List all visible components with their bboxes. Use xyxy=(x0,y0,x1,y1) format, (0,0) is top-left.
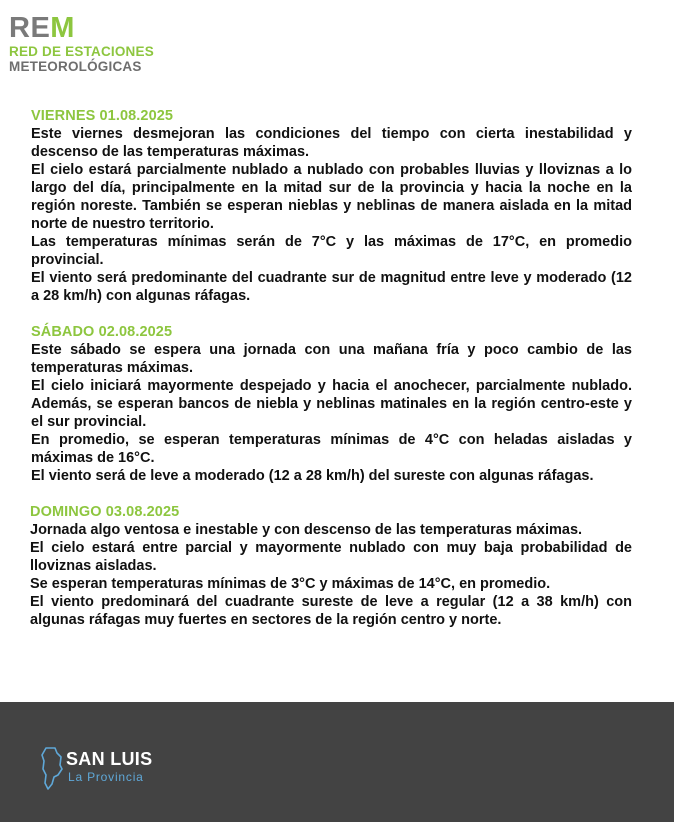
day-title: SÁBADO 02.08.2025 xyxy=(31,324,173,340)
forecast-day-sunday xyxy=(30,503,632,629)
rem-logo xyxy=(9,14,154,74)
logo-subtitle-line2: METEOROLÓGICAS xyxy=(9,59,142,74)
forecast-paragraph: Jornada algo ventosa e inestable y con descenso de las temperaturas máximas. xyxy=(30,522,583,538)
forecast-paragraph: Se esperan temperaturas mínimas de 3°C y máximas de 14°C, en promedio. xyxy=(30,576,551,592)
forecast-content xyxy=(31,107,632,647)
forecast-paragraph: Este viernes desmejoran las condiciones del tiempo con cierta inestabilidad y descenso de las temperaturas máximas. xyxy=(31,126,632,160)
brand-name: SAN LUIS xyxy=(66,749,153,769)
forecast-paragraph: Este sábado se espera una jornada con una mañana fría y poco cambio de las temperaturas máximas. xyxy=(31,342,632,376)
logo-part2: M xyxy=(50,12,75,44)
footer xyxy=(0,702,674,822)
forecast-paragraph: En promedio, se esperan temperaturas mínimas de 4°C con heladas aisladas y máximas de 16°C. xyxy=(31,432,632,466)
forecast-paragraph: Las temperaturas mínimas serán de 7°C y las máximas de 17°C, en promedio provincial. xyxy=(31,234,632,268)
forecast-paragraph: El cielo estará parcialmente nublado a nublado con probables lluvias y lloviznas a lo largo del día, principalmente en la mitad sur de la provincia y hacia la noche en la región noreste. También se esperan nieblas y neblinas de manera aislada en la mitad norte de nuestro territorio. xyxy=(31,162,632,232)
logo-part1: RE xyxy=(9,12,51,44)
day-title: DOMINGO 03.08.2025 xyxy=(30,504,180,520)
province-map-icon xyxy=(40,747,64,791)
forecast-paragraph: El cielo iniciará mayormente despejado y hacia el anochecer, parcialmente nublado. Además, se esperan bancos de niebla y neblinas matinales en la región centro-este y el sur provincial. xyxy=(31,378,632,430)
forecast-day-friday xyxy=(31,107,632,305)
forecast-paragraph: El viento será de leve a moderado (12 a 28 km/h) del sureste con algunas ráfagas. xyxy=(31,468,594,484)
forecast-day-saturday xyxy=(31,323,632,485)
forecast-paragraph: El viento predominará del cuadrante sureste de leve a regular (12 a 38 km/h) con algunas ráfagas muy fuertes en sectores de la región centro y norte. xyxy=(30,594,632,628)
day-title: VIERNES 01.08.2025 xyxy=(31,108,174,124)
san-luis-brand xyxy=(40,747,200,797)
logo-wordmark xyxy=(9,14,154,42)
forecast-paragraph: El viento será predominante del cuadrante sur de magnitud entre leve y moderado (12 a 28 km/h) con algunas ráfagas. xyxy=(31,270,632,304)
logo-subtitle-line1: RED DE ESTACIONES xyxy=(9,44,154,59)
forecast-paragraph: El cielo estará entre parcial y mayormente nublado con muy baja probabilidad de lloviznas aisladas. xyxy=(30,540,632,574)
brand-subtitle: La Provincia xyxy=(68,770,144,784)
